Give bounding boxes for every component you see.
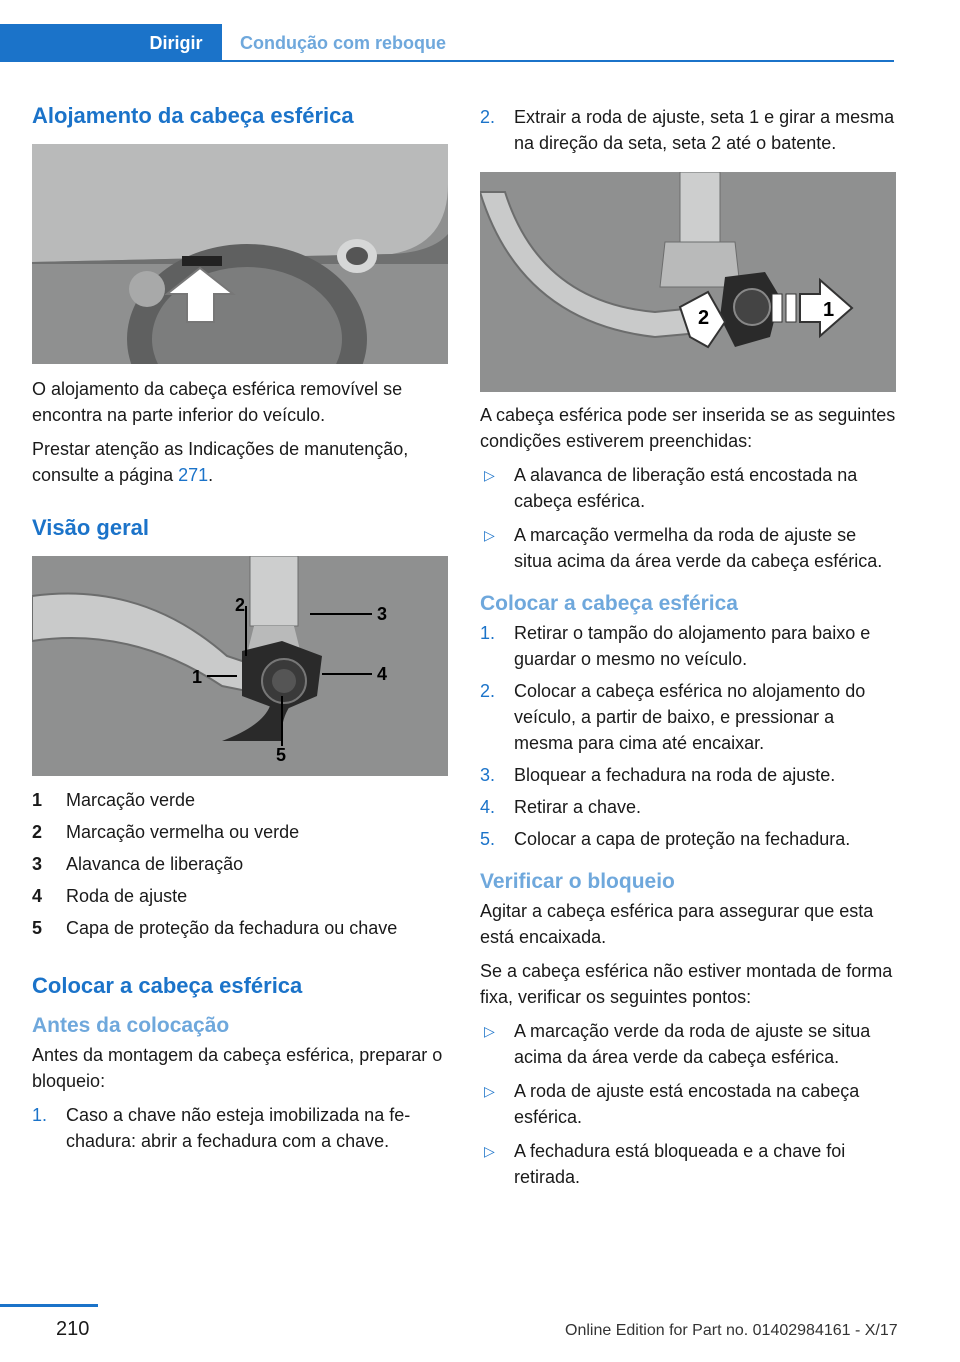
verify-if-not-fixed: Se a cabeça esférica não estiver montada de forma fixa, verificar os seguintes pontos: (480, 961, 893, 1007)
subsection-title-before: Antes da colocação (32, 1014, 230, 1037)
header-section: Condução com reboque (222, 24, 894, 62)
step-number: 1. (32, 1105, 48, 1125)
step-item (480, 678, 898, 756)
step-text: Colocar a cabeça esférica no alojamento do veículo, a partir de baixo, e pressionar a mesma para cima até encaixar. (514, 681, 866, 753)
step-number: 5. (480, 829, 496, 849)
legend-text: Marcação vermelha ou verde (66, 822, 300, 842)
bullet-text: A fechadura está bloqueada e a chave foi retirada. (514, 1141, 846, 1187)
before-steps (32, 1102, 450, 1154)
step-number: 2. (480, 681, 496, 701)
triangle-bullet-icon: ▷ (484, 1023, 495, 1039)
legend-number: 5 (32, 918, 43, 938)
conditions-intro: A cabeça esférica pode ser inserida se as seguintes condições estiverem preenchidas: (480, 405, 896, 451)
step-number: 4. (480, 797, 496, 817)
maintenance-note-text: Prestar atenção as Indicações de manutenção, consulte a página (32, 439, 409, 485)
callout-1: 1 (192, 667, 203, 687)
callout-3: 3 (377, 604, 388, 624)
step-number: 2. (480, 107, 496, 127)
step-text: Retirar o tampão do alojamento para baixo e guardar o mesmo no veículo. (514, 623, 871, 669)
left-column (32, 98, 450, 1154)
step-item (480, 826, 898, 852)
step-text: Bloquear a fechadura na roda de ajuste. (514, 765, 836, 785)
overview-illustration (32, 556, 448, 776)
bullet-item (480, 1078, 898, 1130)
arrow-label-1: 1 (823, 299, 835, 321)
receptacle-illustration (32, 144, 448, 364)
footer-accent-line (0, 1304, 98, 1307)
legend-text: Marcação verde (66, 790, 196, 810)
callout-2: 2 (235, 595, 246, 615)
overview-legend (32, 784, 450, 944)
subsection-title-verify: Verificar o bloqueio (480, 870, 675, 893)
legend-number: 2 (32, 822, 43, 842)
verify-list (480, 1018, 898, 1190)
right-column (480, 98, 898, 1190)
step-text: Retirar a chave. (514, 797, 642, 817)
adjust-wheel-illustration (480, 172, 896, 392)
step-text: Extrair a roda de ajuste, seta 1 e girar a mesma na direção da seta, seta 2 até o batente. (514, 107, 895, 153)
arrow-label-2: 2 (698, 307, 710, 329)
legend-number: 1 (32, 790, 43, 810)
maintenance-note (32, 436, 450, 488)
page-reference-link[interactable]: 271 (178, 465, 209, 485)
bullet-item (480, 1018, 898, 1070)
triangle-bullet-icon: ▷ (484, 527, 495, 543)
step-item (480, 794, 898, 820)
step-number: 1. (480, 623, 496, 643)
page-header (0, 24, 894, 62)
legend-text: Alavanca de liberação (66, 854, 244, 874)
header-accent-block (0, 24, 130, 62)
verify-description: Agitar a cabeça esférica para assegurar que esta está encaixada. (480, 901, 874, 947)
callout-4: 4 (377, 664, 388, 684)
bullet-item (480, 1138, 898, 1190)
bullet-item (480, 522, 898, 574)
bullet-text: A marcação verde da roda de ajuste se situa acima da área verde da cabeça esférica. (514, 1021, 871, 1067)
continued-steps (480, 104, 898, 156)
legend-number: 4 (32, 886, 43, 906)
triangle-bullet-icon: ▷ (484, 1083, 495, 1099)
step-item (480, 762, 898, 788)
header-underline (222, 60, 894, 62)
conditions-list (480, 462, 898, 574)
page-number: 210 (56, 1318, 90, 1340)
bullet-item (480, 462, 898, 514)
bullet-text: A marcação vermelha da roda de ajuste se situa acima da área verde da cabeça esférica. (514, 525, 883, 571)
step-text: Colocar a capa de proteção na fechadura. (514, 829, 851, 849)
section-title-receptacle: Alojamento da cabeça esférica (32, 103, 354, 128)
callout-5: 5 (276, 745, 287, 765)
step-text: Caso a chave não esteja imobilizada na fechadura: abrir a fechadura com a chave. (66, 1105, 411, 1151)
legend-number: 3 (32, 854, 43, 874)
header-chapter: Dirigir (130, 24, 222, 62)
section-title-attach: Colocar a cabeça esférica (32, 973, 303, 998)
legend-text: Roda de ajuste (66, 886, 188, 906)
triangle-bullet-icon: ▷ (484, 1143, 495, 1159)
receptacle-description: O alojamento da cabeça esférica removível se encontra na parte inferior do veículo. (32, 379, 403, 425)
step-number: 3. (480, 765, 496, 785)
section-title-overview: Visão geral (32, 515, 149, 540)
before-description: Antes da montagem da cabeça esférica, preparar o bloqueio: (32, 1045, 443, 1091)
maintenance-note-end: . (208, 465, 214, 485)
bullet-text: A roda de ajuste está encostada na cabeça esférica. (514, 1081, 860, 1127)
edition-note: Online Edition for Part no. 01402984161 - X/17 (565, 1322, 898, 1339)
step-item (480, 620, 898, 672)
subsection-title-attach: Colocar a cabeça esférica (480, 592, 738, 615)
triangle-bullet-icon: ▷ (484, 467, 495, 483)
bullet-text: A alavanca de liberação está encostada na cabeça esférica. (514, 465, 858, 511)
attach-steps (480, 620, 898, 852)
step-item (480, 104, 898, 156)
legend-text: Capa de proteção da fechadura ou chave (66, 918, 398, 938)
step-item (32, 1102, 450, 1154)
